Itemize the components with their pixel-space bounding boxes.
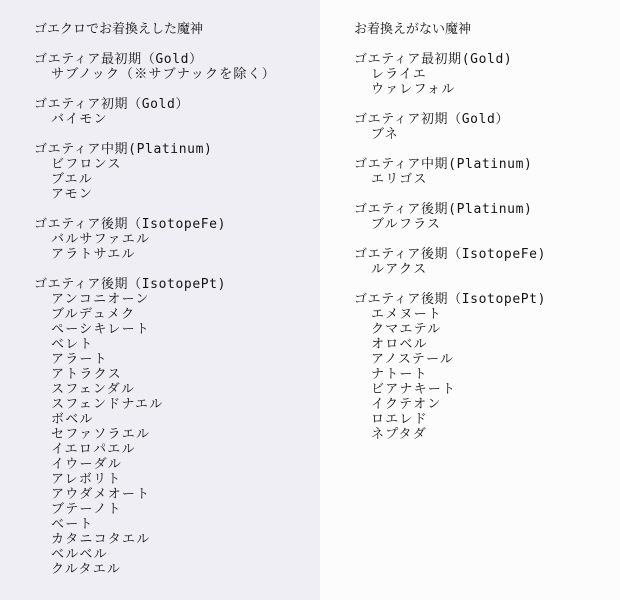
list-item: イウーダル [51, 457, 123, 472]
left-group [34, 277, 276, 577]
list-item: ベレト [51, 337, 94, 352]
left-column-content [34, 22, 276, 592]
group-heading: ゴエティア初期（Gold） [34, 97, 190, 112]
left-group [34, 217, 276, 262]
list-item: ブテーノト [51, 502, 122, 517]
list-item: ベート [51, 517, 94, 532]
list-item: アノステール [371, 352, 455, 367]
list-item: スフェンドナエル [51, 397, 164, 412]
list-item: スフェンダル [51, 382, 136, 397]
list-item: ブルデュメク [51, 307, 136, 322]
list-item: アトラクス [51, 367, 122, 382]
left-column-title: ゴエクロでお着換えした魔神 [34, 22, 204, 37]
list-item: ボベル [51, 412, 94, 427]
list-item: カタニコタエル [51, 532, 151, 547]
group-heading: ゴエティア最初期(Gold) [354, 52, 513, 67]
list-item: アンコニオーン [51, 292, 150, 307]
list-item: アラート [51, 352, 108, 367]
left-group [34, 97, 276, 127]
list-item: クルタエル [51, 562, 122, 577]
list-item: エリゴス [371, 172, 428, 187]
group-heading: ゴエティア中期(Platinum) [34, 142, 213, 157]
list-item: アラトサエル [51, 247, 136, 262]
right-column [320, 0, 620, 600]
group-heading: ゴエティア後期（IsotopeFe) [354, 247, 547, 262]
list-item: アウダメオート [51, 487, 151, 502]
list-item: ブネ [371, 127, 399, 142]
list-item: イエロパエル [51, 442, 136, 457]
list-item: アモン [51, 187, 94, 202]
list-item: ビフロンス [51, 157, 122, 172]
right-group [354, 292, 546, 442]
right-group [354, 52, 546, 97]
right-column-content [354, 22, 546, 457]
list-item: バイモン [51, 112, 108, 127]
list-item: ナトート [371, 367, 428, 382]
group-heading: ゴエティア後期（IsotopePt) [34, 277, 227, 292]
right-group-list [354, 52, 546, 442]
left-group-list [34, 52, 276, 577]
list-item: ブルフラス [371, 217, 442, 232]
list-item: アレボリト [51, 472, 122, 487]
left-group [34, 52, 276, 82]
group-heading: ゴエティア最初期（Gold） [34, 52, 203, 67]
list-item: エメヌート [371, 307, 443, 322]
list-item: セファソラエル [51, 427, 151, 442]
list-item: ペーシキレート [51, 322, 151, 337]
list-item: ネプタダ [371, 427, 427, 442]
list-item: オロベル [371, 337, 428, 352]
group-heading: ゴエティア後期（IsotopePt) [354, 292, 547, 307]
list-item: バルサファエル [51, 232, 151, 247]
list-item: ウァレフォル [371, 82, 456, 97]
list-item: ベルベル [51, 547, 108, 562]
list-item: レライエ [371, 67, 427, 82]
list-item: クマエテル [371, 322, 442, 337]
list-item: ブエル [51, 172, 93, 187]
right-group [354, 202, 546, 232]
right-group [354, 157, 546, 187]
group-heading: ゴエティア中期(Platinum) [354, 157, 533, 172]
right-column-title: お着換えがない魔神 [354, 22, 472, 37]
list-item: イクテオン [371, 397, 442, 412]
group-heading: ゴエティア初期（Gold） [354, 112, 510, 127]
list-item: サブノック（※サブナックを除く） [51, 67, 276, 82]
list-item: ルアクス [371, 262, 428, 277]
group-heading: ゴエティア後期(Platinum) [354, 202, 533, 217]
right-group [354, 112, 546, 142]
left-group [34, 142, 276, 202]
list-item: ビアナキート [371, 382, 457, 397]
right-group [354, 247, 546, 277]
group-heading: ゴエティア後期（IsotopeFe) [34, 217, 227, 232]
list-item: ロエレド [371, 412, 428, 427]
